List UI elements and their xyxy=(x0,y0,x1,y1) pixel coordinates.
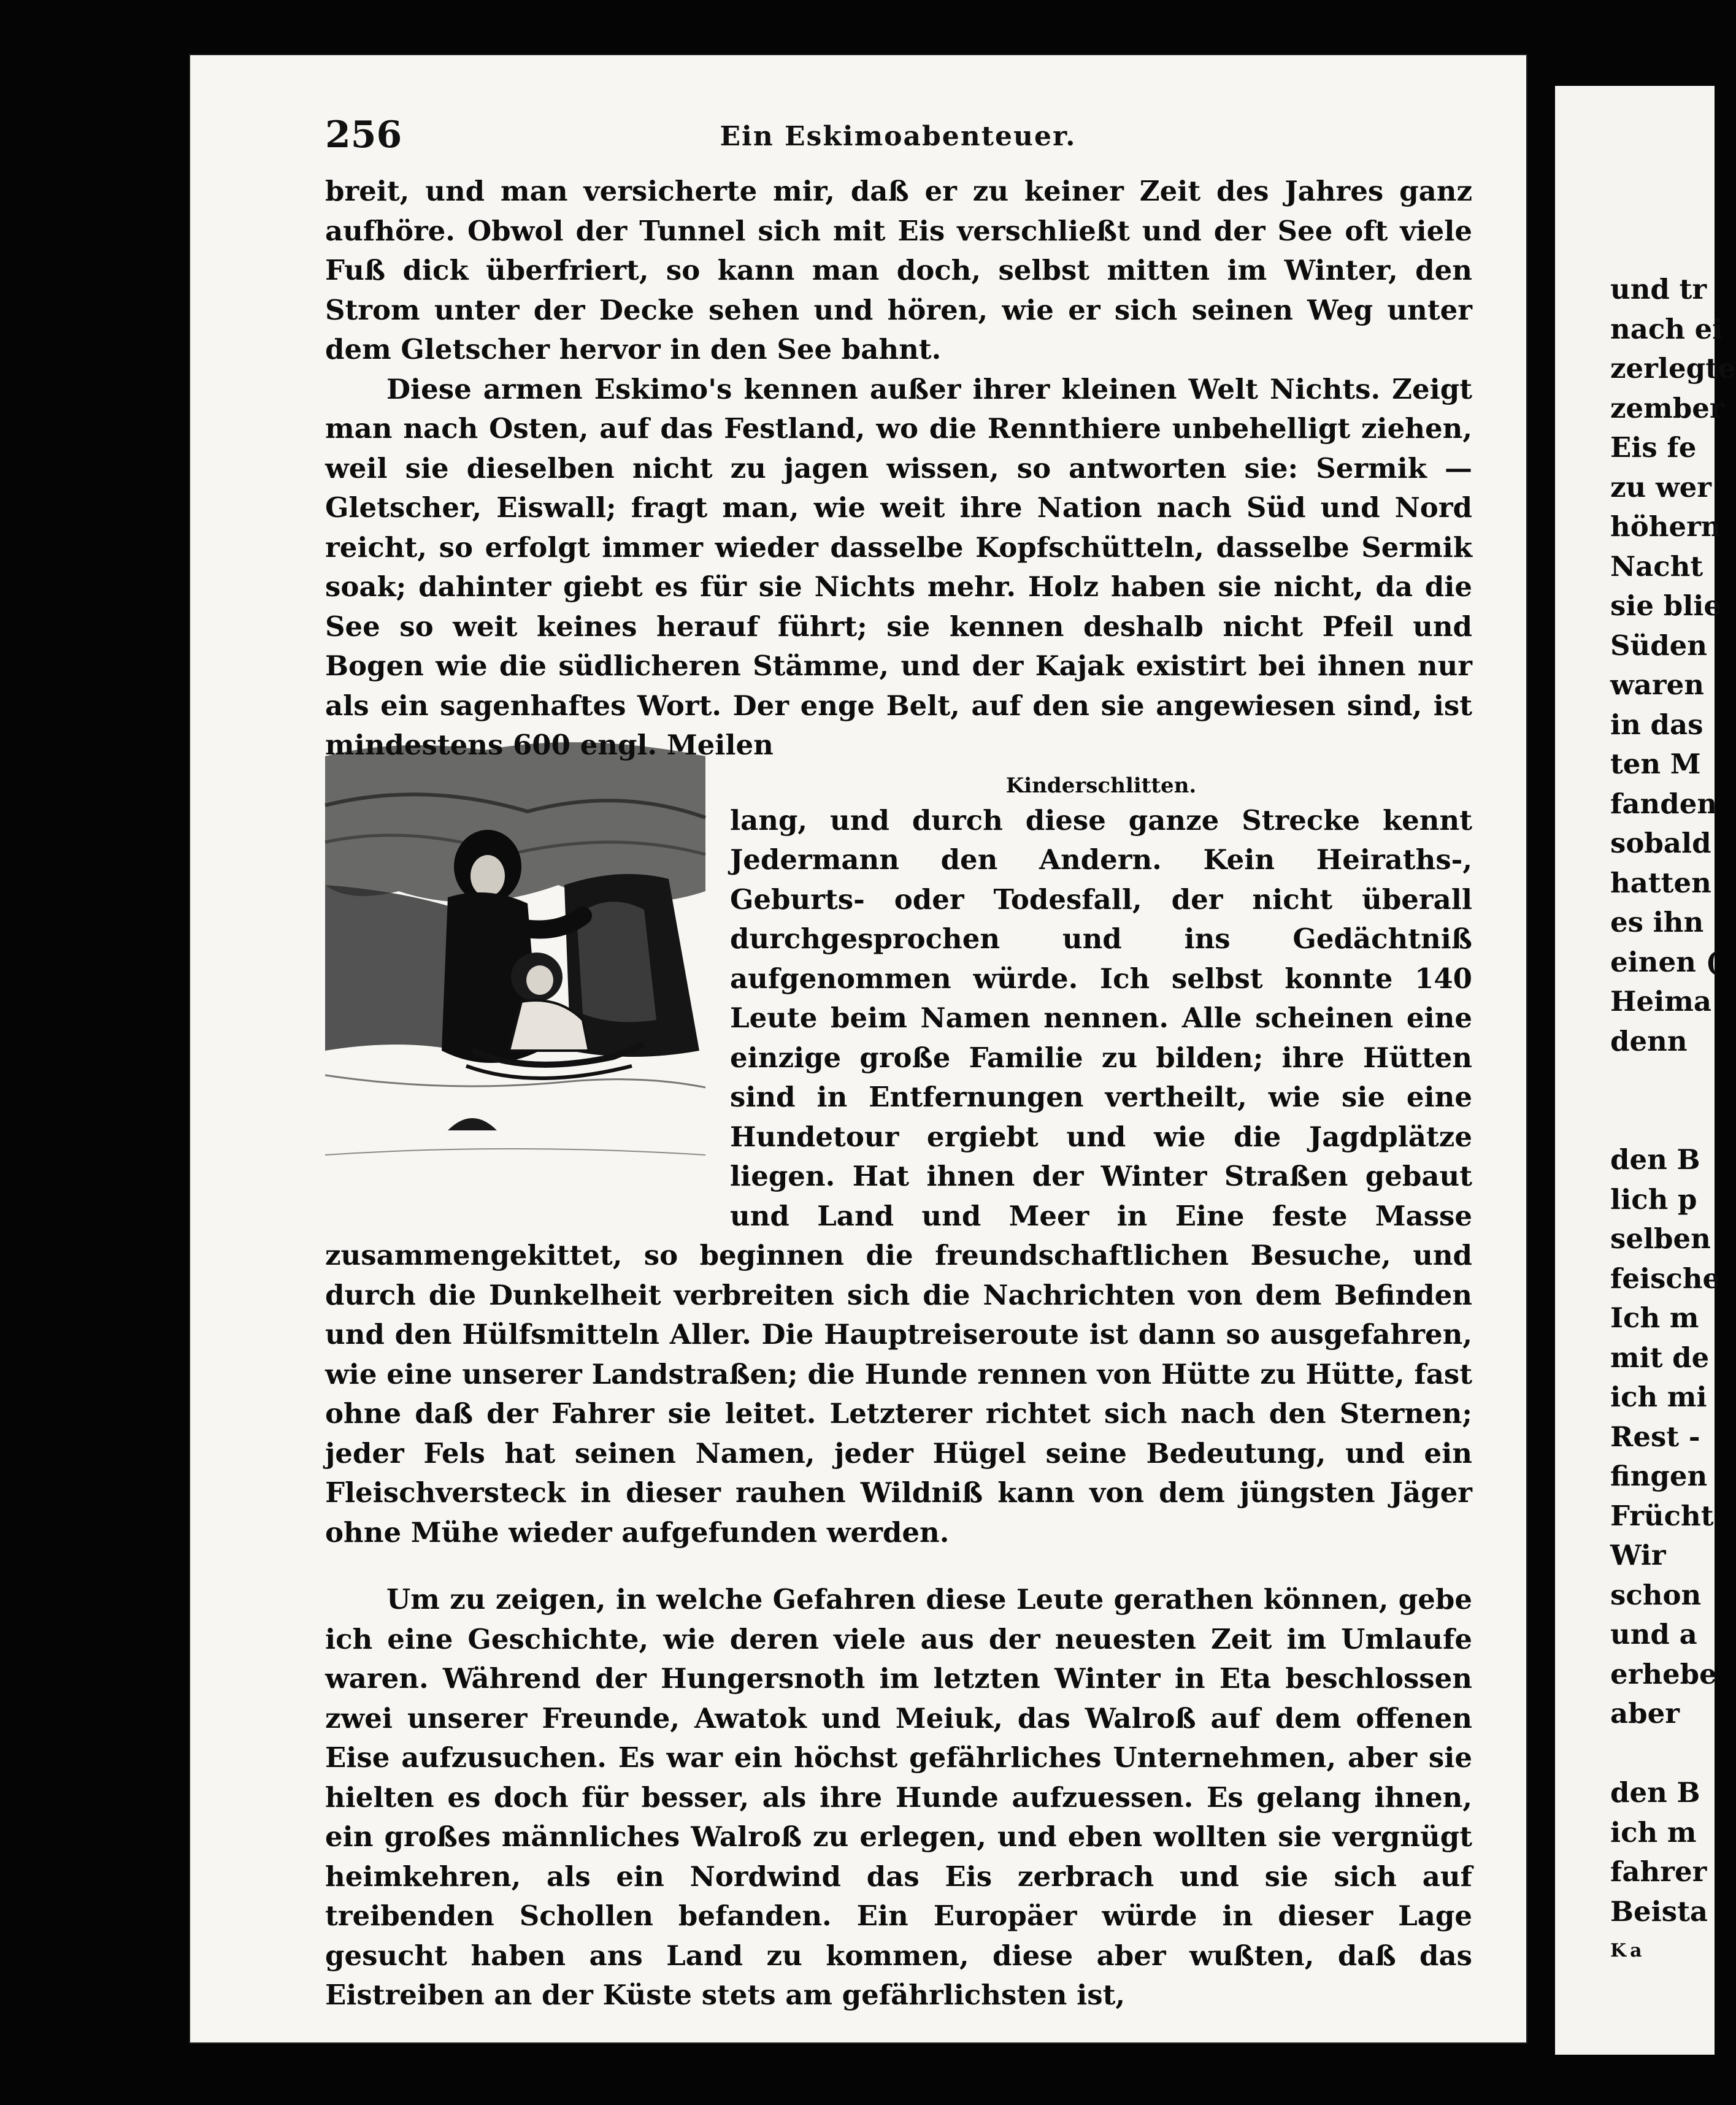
fragment-line: zu wer xyxy=(1610,470,1712,504)
fragment-line: den B xyxy=(1610,1776,1700,1809)
fragment-line: erhebe xyxy=(1610,1657,1717,1690)
paragraph-2-part-2: lang, und durch diese ganze Strecke kennt Jedermann den Andern. Kein Heiraths-, Geburts- oder Todesfall, der nicht überall durchgesprochen und ins Gedächtniß aufgenommen würde. Ich selbst konnte 140 Leute beim Namen nennen. Alle scheinen eine einzige große Familie zu bilden; ihre Hütten sind in Entfernungen vertheilt, wie sie eine Hundetour ergiebt und wie die Jagdplätze liegen. Hat ihnen der Winter Straßen gebaut und Land und Meer in Eine feste Masse zusammengekittet, so beginnen die freundschaftlichen Besuche, und durch die Dunkelheit verbreiten sich die Nachrichten von dem Befinden und den Hülfsmitteln Aller. Die Hauptreiseroute ist dann so ausgefahren, wie eine unserer Landstraßen; die Hunde rennen von Hütte zu Hütte, fast ohne daß der Fahrer sie leitet. Letzterer richtet sich nach den Sternen; jeder Fels hat seinen Namen, jeder Hügel seine Bedeutung, und ein Fleischversteck in dieser rauhen Wildniß kann von dem jüngsten Jäger ohne Mühe wieder aufgefunden werden. xyxy=(325,803,1472,1549)
fragment-line: zember xyxy=(1610,391,1724,424)
figure-kinderschlitten xyxy=(325,732,705,1198)
fragment-line: sie blie xyxy=(1610,589,1722,622)
running-title: Ein Eskimoabenteuer. xyxy=(720,121,1077,152)
fragment-line: hatten xyxy=(1610,866,1711,899)
fragment-line: fanden xyxy=(1610,787,1718,820)
book-page xyxy=(190,55,1526,2042)
paragraph-1: breit, und man versicherte mir, daß er zu keiner Zeit des Jahres ganz aufhöre. Obwol der Tunnel sich mit Eis verschließt und der See oft viele Fuß dick überfriert, so kann man doch, selbst mitten im Winter, den Strom unter der Decke sehen und hören, wie er sich seinen Weg unter dem Gletscher hervor in den See bahnt. xyxy=(325,175,1472,366)
fragment-line: nach ei xyxy=(1610,312,1723,345)
body-text xyxy=(325,172,1472,2015)
fragment-line: ich m xyxy=(1610,1816,1697,1849)
next-page-text-fragment xyxy=(1555,270,1736,1971)
fragment-line: sobald xyxy=(1610,827,1711,859)
paragraph-3: Um zu zeigen, in welche Gefahren diese Leute gerathen können, gebe ich eine Geschichte, wie deren viele aus der neuesten Zeit im Umlaufe waren. Während der Hungersnoth im letzten Winter in Eta beschlossen zwei unserer Freunde, Awatok und Meiuk, das Walroß auf dem offenen Eise aufzusuchen. Es war ein höchst gefährliches Unternehmen, aber sie hielten es doch für besser, als ihre Hunde aufzuessen. Es gelang ihnen, ein großes männliches Walroß zu erlegen, und eben wollten sie vergnügt heimkehren, als ein Nordwind das Eis zerbrach und sie sich auf treibenden Schollen befanden. Ein Europäer würde in dieser Lage gesucht haben ans Land zu kommen, diese aber wußten, daß das Eistreiben an der Küste stets am gefährlichsten ist, xyxy=(325,1583,1472,2011)
fragment-line: einen ( xyxy=(1610,945,1719,978)
fragment-line xyxy=(1555,1061,1715,1101)
fragment-line: fingen xyxy=(1610,1460,1708,1492)
sled-illustration xyxy=(325,732,705,1161)
fragment-line: Rest - xyxy=(1610,1420,1700,1453)
fragment-line: Wir xyxy=(1610,1539,1666,1571)
fragment-line: ich mi xyxy=(1610,1381,1707,1413)
fragment-line: Eis fe xyxy=(1610,431,1697,464)
fragment-line: Beista xyxy=(1610,1895,1708,1928)
fragment-line: Süden xyxy=(1610,629,1708,662)
fragment-line: aber xyxy=(1610,1697,1680,1730)
fragment-line: lich p xyxy=(1610,1183,1697,1216)
fragment-line: den B xyxy=(1610,1143,1700,1176)
page-number: 256 xyxy=(325,113,402,156)
fragment-line: selben xyxy=(1610,1222,1711,1255)
fragment-line: Ich m xyxy=(1610,1302,1699,1334)
fragment-line: Frücht xyxy=(1610,1499,1714,1532)
fragment-line: zerlegte xyxy=(1610,352,1736,385)
next-page-edge xyxy=(1555,86,1736,2055)
running-head xyxy=(325,113,1471,163)
fragment-line: es ihn xyxy=(1610,906,1704,938)
fragment-line xyxy=(1555,1101,1715,1141)
paragraph-2-part-1: Diese armen Eskimo's kennen außer ihrer kleinen Welt Nichts. Zeigt man nach Osten, auf das Festland, wo die Rennthiere unbehelligt ziehen, weil sie dieselben nicht zu jagen wissen, so antworten sie: Sermik — Gletscher, Eiswall; fragt man, wie weit ihre Nation nach Süd und Nord reicht, so erfolgt immer wieder dasselbe Kopfschütteln, dasselbe Sermik soak; dahinter giebt es für sie Nichts mehr. Holz haben sie nicht, da die See so weit keines herauf führt; sie kennen deshalb nicht Pfeil und Bogen wie die südlicheren Stämme, und der Kajak existirt bei ihnen nur als ein sagenhaftes Wort. Der enge Belt, auf den sie angewiesen sind, ist mindestens 600 engl. Meilen xyxy=(325,372,1472,761)
fragment-line: schon xyxy=(1610,1578,1702,1611)
fragment-line: fahrer xyxy=(1610,1855,1707,1888)
fragment-line: in das xyxy=(1610,708,1703,741)
fragment-line: höhern xyxy=(1610,510,1721,543)
fragment-line: denn xyxy=(1610,1024,1688,1057)
fragment-line: ten M xyxy=(1610,748,1701,780)
paragraph-2 xyxy=(325,370,1472,765)
fragment-line: und a xyxy=(1610,1618,1697,1651)
fragment-line: waren xyxy=(1610,669,1704,701)
fragment-line: Heima xyxy=(1610,985,1712,1018)
figure-caption: Kinderschlitten. xyxy=(1005,773,1197,798)
fragment-line xyxy=(1555,1734,1715,1774)
fragment-line: Nacht xyxy=(1610,550,1703,583)
fragment-line: mit de xyxy=(1610,1341,1710,1374)
fragment-line: und tr xyxy=(1610,273,1707,305)
fragment-footer: Ka xyxy=(1610,1940,1646,1961)
fragment-line: feische xyxy=(1610,1262,1721,1295)
